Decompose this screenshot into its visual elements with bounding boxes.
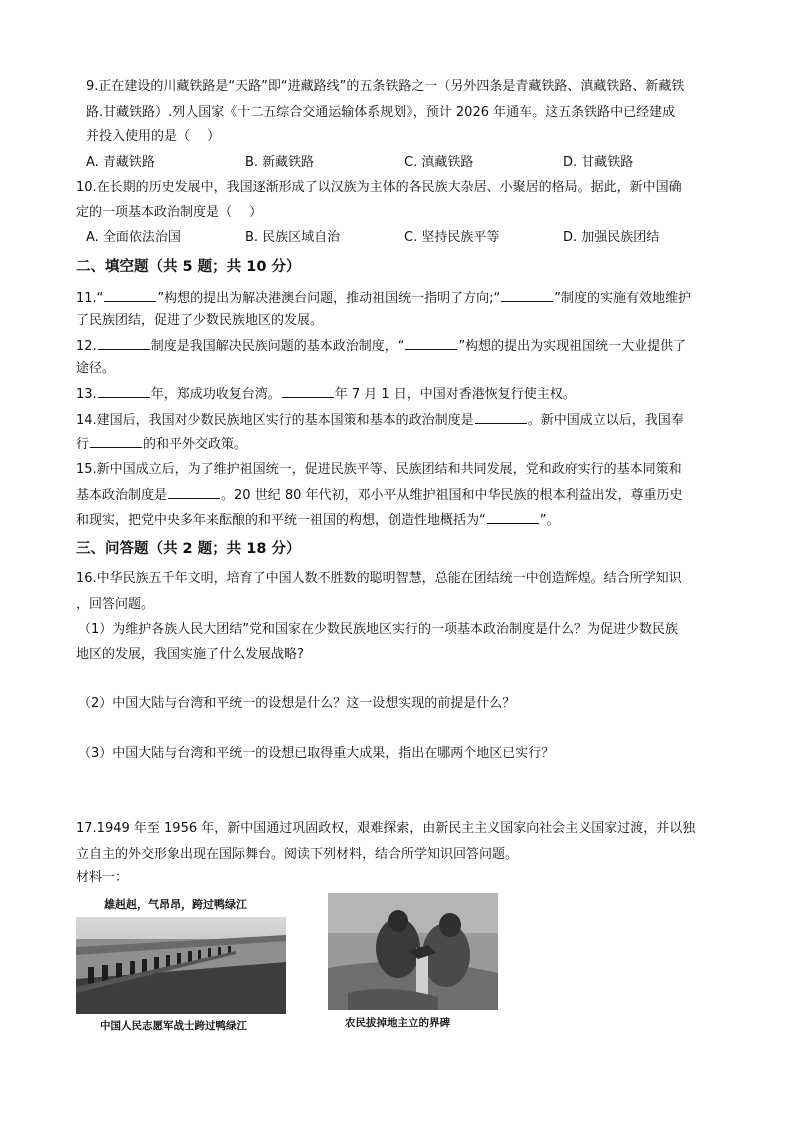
- q13-blank-1[interactable]: [98, 384, 150, 398]
- q14-line2: [76, 434, 247, 455]
- q11-blank-2[interactable]: [501, 288, 553, 302]
- section-qa-title: 三、问答题（共 2 题；共 18 分）: [76, 541, 301, 557]
- q15-text-3: 和现实，把党中央多年来酝酿的和平统一祖国的构想，创造性地概括为“: [76, 513, 486, 528]
- q13-blank-2[interactable]: [282, 384, 334, 398]
- q11-line1: [76, 288, 691, 309]
- q14-text-4: 的和平外交政策。: [143, 437, 248, 452]
- q16-line2: ，回答问题。: [76, 597, 155, 612]
- q12-line2: 途径。: [76, 361, 116, 376]
- q17-line2: 立自主的外交形象出现在国际舞台。阅读下列材料，结合所学知识回答问题。: [76, 847, 519, 862]
- q11-text-2: ”构想的提出为解决港澳台问题，推动祖国统一指明了方向;“: [157, 291, 501, 306]
- q16-sub2: （2）中国大陆与台湾和平统一的设想是什么？这一设想实现的前提是什么？: [78, 696, 516, 711]
- q15-text-4: ”。: [539, 513, 560, 528]
- q9-option-d[interactable]: D. 甘藏铁路: [563, 155, 634, 170]
- q12-blank-1[interactable]: [98, 336, 150, 350]
- q14-blank-1[interactable]: [475, 410, 527, 424]
- q16-sub1-line1: （1）为维护各族人民大团结”党和国家在少数民族地区实行的一项基本政治制度是什么？为促进少数民族: [78, 622, 679, 637]
- q9-option-a[interactable]: A. 青藏铁路: [86, 155, 155, 170]
- q11-blank-1[interactable]: [104, 288, 156, 302]
- q14-line1: [76, 410, 684, 431]
- photo-volunteers-crossing-river: [76, 917, 286, 1014]
- q11-text-3: ”制度的实施有效地维护: [554, 291, 692, 306]
- q11-text-1: 11.“: [76, 291, 104, 306]
- q14-text-1: 14.建国后，我国对少数民族地区实行的基本国策和基本的政治制度是: [76, 413, 474, 428]
- q9-option-c[interactable]: C. 滇藏铁路: [404, 155, 474, 170]
- q13-text-1: 13.: [76, 387, 97, 402]
- q13-text-2: 年，郑成功收复台湾。: [150, 387, 281, 402]
- q13-text-3: 年 7 月 1 日，中国对香港恢复行使主权。: [334, 387, 576, 402]
- q13-line: [76, 384, 576, 405]
- q16-line1: 16.中华民族五千年文明，培育了中国人数不胜数的聪明智慧，总能在团结统一中创造辉煌。结合所学知识: [76, 571, 682, 586]
- image2-caption: 农民拔掉地主立的界碑: [345, 1017, 450, 1029]
- q12-text-1: 12.: [76, 339, 97, 354]
- q9-option-b[interactable]: B. 新藏铁路: [245, 155, 315, 170]
- q12-text-2: 制度是我国解决民族问题的基本政治制度，“: [150, 339, 405, 354]
- q16-sub3: （3）中国大陆与台湾和平统一的设想已取得重大成果，指出在哪两个地区已实行？: [78, 746, 555, 761]
- q10-option-c[interactable]: C. 坚持民族平等: [404, 230, 500, 245]
- q14-text-3: 行: [76, 437, 90, 452]
- q9-line1: 9.正在建设的川藏铁路是“天路”即“进藏路线”的五条铁路之一（另外四条是青藏铁路、滇藏铁路、新藏铁: [86, 79, 685, 94]
- q9-line2: 路.甘藏铁路）.列人国家《十二五综合交通运输体系规划》，预计 2026 年通车。这五条铁路中已经建成: [86, 105, 676, 120]
- q17-line1: 17.1949 年至 1956 年，新中国通过巩固政权，艰难探索，由新民主主义国家向社会主义国家过渡，并以独: [76, 821, 696, 836]
- q10-option-d[interactable]: D. 加强民族团结: [563, 230, 660, 245]
- q10-option-a[interactable]: A. 全面依法治国: [86, 230, 181, 245]
- q10-option-b[interactable]: B. 民族区域自治: [245, 230, 341, 245]
- q14-blank-2[interactable]: [90, 434, 142, 448]
- photo-farmers-removing-marker: [328, 893, 498, 1010]
- q15-text-1: 基本政治制度是: [76, 488, 168, 503]
- q10-line2: 定的一项基本政治制度是（ ）: [76, 205, 263, 220]
- q12-line1: [76, 336, 686, 357]
- section-fill-in-title: 二、填空题（共 5 题；共 10 分）: [76, 259, 301, 275]
- q15-line1: 15.新中国成立后，为了维护祖国统一，促进民族平等、民族团结和共同发展，党和政府实行的基本同策和: [76, 462, 682, 477]
- q17-material-label: 材料一：: [76, 870, 129, 885]
- q11-line2: 了民族团结，促进了少数民族地区的发展。: [76, 313, 324, 328]
- q15-line2: [76, 485, 683, 506]
- q12-blank-2[interactable]: [405, 336, 457, 350]
- q10-line1: 10.在长期的历史发展中，我国逐渐形成了以汉族为主体的各民族大杂居、小聚居的格局。据此，新中国确: [76, 180, 682, 195]
- q12-text-3: ”构想的提出为实现祖国统一大业提供了: [458, 339, 687, 354]
- q16-sub1-line2: 地区的发展，我国实施了什么发展战略?: [76, 647, 304, 662]
- q15-blank-2[interactable]: [487, 510, 539, 524]
- image1-caption: 中国人民志愿军战士跨过鸭绿江: [100, 1020, 247, 1032]
- q15-text-2: 。20 世纪 80 年代初，邓小平从维护祖国和中华民族的根本利益出发，尊重历史: [221, 488, 683, 503]
- q15-line3: [76, 510, 560, 531]
- image1-title: 雄赳赳，气昂昂，跨过鸭绿江: [104, 898, 247, 911]
- q15-blank-1[interactable]: [168, 485, 220, 499]
- q9-line3: 并投入使用的是（ ）: [86, 129, 221, 144]
- q14-text-2: 。新中国成立以后，我国奉: [527, 413, 684, 428]
